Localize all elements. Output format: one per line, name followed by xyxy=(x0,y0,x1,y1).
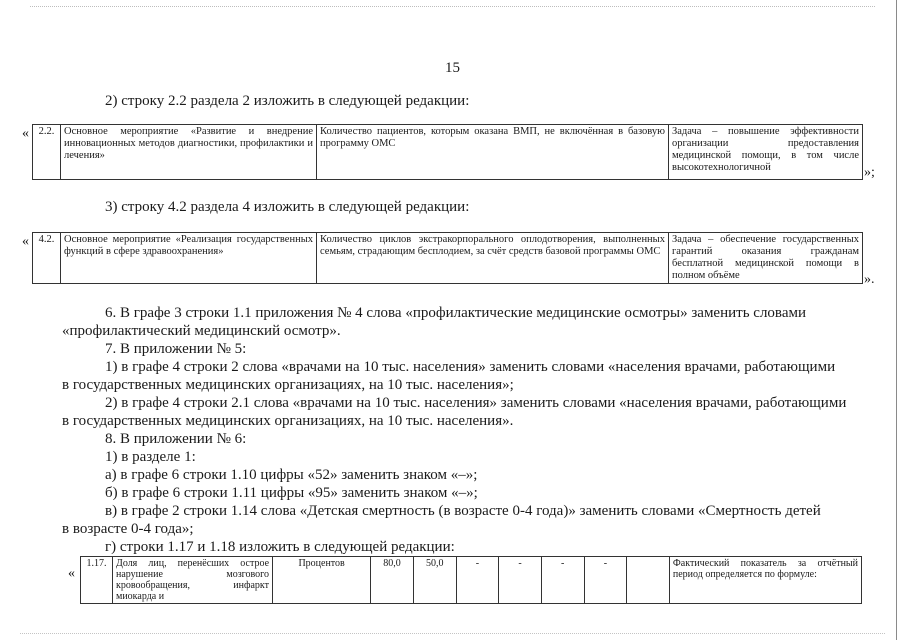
dash-cell: - xyxy=(456,557,499,604)
task-cell: Задача – обеспечение государственных гарантий оказания гражданам бесплатной медицинской помощи в полном объёме xyxy=(669,233,863,284)
value-cell: 50,0 xyxy=(413,557,456,604)
close-quote: ». xyxy=(864,272,875,287)
paragraph-item-8-g: г) строки 1.17 и 1.18 изложить в следующей редакции: xyxy=(105,539,455,555)
paragraph-item-8-v: в) в графе 2 строки 1.14 слова «Детская смертность (в возрасте 0-4 года)» заменить словами «Смертность детей xyxy=(105,503,821,519)
paragraph-item-8-v-cont: в возрасте 0-4 года»; xyxy=(62,521,194,537)
indicator-cell: Количество пациентов, которым оказана ВМП, не включённая в базовую программу ОМС xyxy=(317,125,669,180)
paragraph-item-8-1: 1) в разделе 1: xyxy=(105,449,196,465)
amendment-table-1-17 xyxy=(80,556,862,604)
table-row xyxy=(81,557,862,604)
table-row xyxy=(33,125,863,180)
paragraph-item-7-2: 2) в графе 4 строки 2.1 слова «врачами на 10 тыс. населения» заменить словами «населения врачами, работающими xyxy=(105,395,847,411)
paragraph-item-8-b: б) в графе 6 строки 1.11 цифры «95» заменить знаком «–»; xyxy=(105,485,478,501)
paragraph-item-8: 8. В приложении № 6: xyxy=(105,431,247,447)
dash-cell: - xyxy=(541,557,584,604)
dash-cell: - xyxy=(584,557,627,604)
unit-cell: Процентов xyxy=(273,557,371,604)
indicator-cell: Количество циклов экстракорпорального оплодотворения, выполненных семьям, страдающим бесплодием, за счёт средств базовой программы ОМС xyxy=(317,233,669,284)
paragraph-item-7-1-cont: в государственных медицинских организациях, на 10 тыс. населения»; xyxy=(62,377,514,393)
open-quote: « xyxy=(22,234,29,249)
scan-line-bottom xyxy=(20,633,885,634)
paragraph-item-8-a: а) в графе 6 строки 1.10 цифры «52» заменить знаком «–»; xyxy=(105,467,478,483)
note-cell: Фактический показатель за отчётный период определяется по формуле: xyxy=(669,557,861,604)
measure-cell: Основное мероприятие «Развитие и внедрение инновационных методов диагностики, профилактики и лечения» xyxy=(61,125,317,180)
row-number: 2.2. xyxy=(33,125,61,180)
measure-cell: Основное мероприятие «Реализация государственных функций в сфере здравоохранения» xyxy=(61,233,317,284)
paragraph-row-4-2-intro: 3) строку 4.2 раздела 4 изложить в следующей редакции: xyxy=(105,199,470,215)
page-number: 15 xyxy=(445,60,460,76)
page-edge xyxy=(896,0,897,640)
value-cell: 80,0 xyxy=(371,557,414,604)
paragraph-item-7-1: 1) в графе 4 строки 2 слова «врачами на 10 тыс. населения» заменить словами «населения врачами, работающими xyxy=(105,359,836,375)
empty-cell xyxy=(627,557,670,604)
indicator-name-cell: Доля лиц, перенёсших острое нарушение мозгового кровообращения, инфаркт миокарда и xyxy=(113,557,273,604)
open-quote: « xyxy=(22,126,29,141)
paragraph-item-6-cont: «профилактический медицинский осмотр». xyxy=(62,323,341,339)
scan-line-top xyxy=(30,6,875,7)
amendment-table-4-2 xyxy=(32,232,863,284)
task-cell: Задача – повышение эффективности организации предоставления медицинской помощи, в том числе высокотехнологичной xyxy=(669,125,863,180)
dash-cell: - xyxy=(499,557,542,604)
paragraph-item-7-2-cont: в государственных медицинских организациях, на 10 тыс. населения». xyxy=(62,413,514,429)
table-row xyxy=(33,233,863,284)
open-quote: « xyxy=(68,566,75,581)
paragraph-item-7: 7. В приложении № 5: xyxy=(105,341,247,357)
row-number: 1.17. xyxy=(81,557,113,604)
close-quote: »; xyxy=(864,165,875,180)
paragraph-item-6: 6. В графе 3 строки 1.1 приложения № 4 слова «профилактические медицинские осмотры» заменить словами xyxy=(105,305,806,321)
amendment-table-2-2 xyxy=(32,124,863,180)
paragraph-row-2-2-intro: 2) строку 2.2 раздела 2 изложить в следующей редакции: xyxy=(105,93,470,109)
row-number: 4.2. xyxy=(33,233,61,284)
